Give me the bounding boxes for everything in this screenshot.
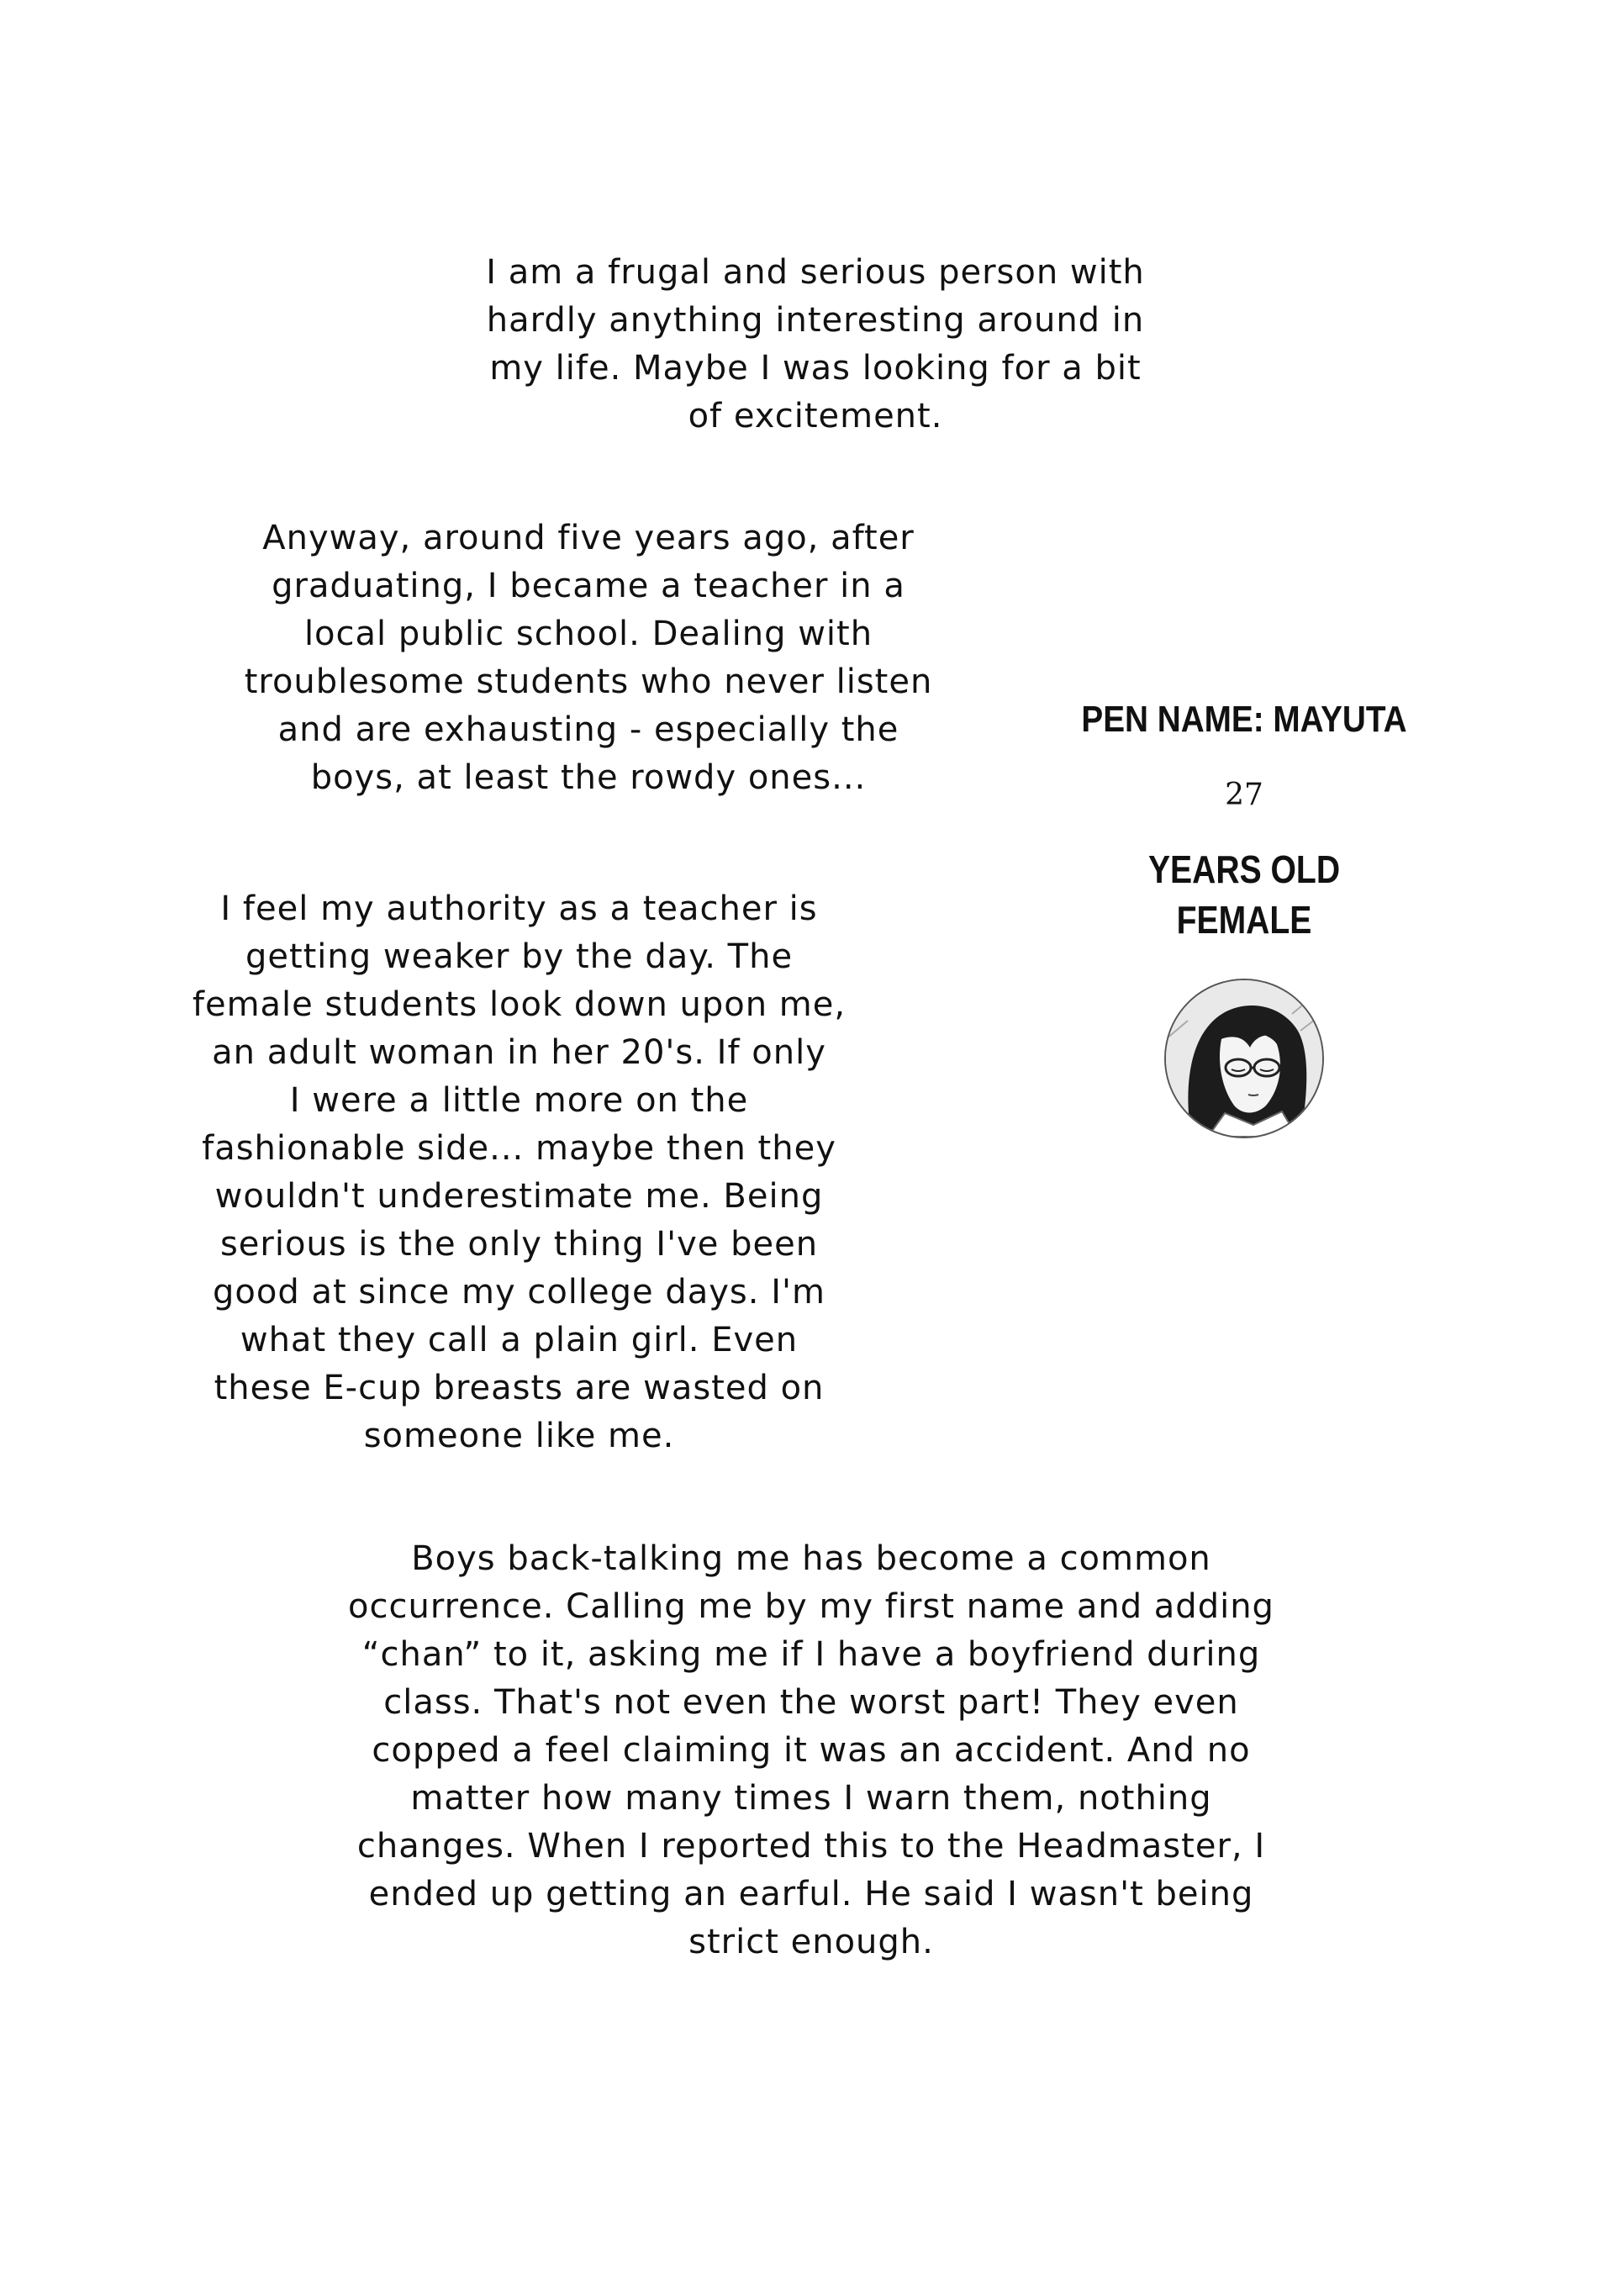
authority-paragraph: I feel my authority as a teacher is getting weaker by the day. The female students look down upon me, an adult woman in her 20's. If only I were a little more on the fashionable side... maybe then they wouldn't underestimate me. Being serious is the only thing I've been good at since my college days. I'm what they call a plain girl. Even these E-cup breasts are wasted on someone like me. [192, 889, 847, 1455]
age-gender-label: YEARS OLD FEMALE [1147, 847, 1341, 942]
author-profile [1034, 698, 1454, 1138]
teacher-background-paragraph: Anyway, around five years ago, after graduating, I became a teacher in a local public school. Dealing with troublesome students who never listen and are exhausting - especially the boys, at least the rowdy ones... [244, 519, 933, 797]
age-value: 27 [1225, 778, 1263, 812]
harassment-paragraph: Boys back-talking me has become a common occurrence. Calling me by my first name and adding “chan” to it, asking me if I have a boyfriend during class. That's not even the worst part! They even copped a feel claiming it was an accident. And no matter how many times I warn them, nothing changes. When I reported this to the Headmaster, I ended up getting an earful. He said I wasn't being strict enough. [348, 1539, 1274, 1961]
author-portrait-icon [1164, 979, 1324, 1138]
pen-name-label: PEN NAME: MAYUTA [1081, 699, 1407, 740]
intro-paragraph: I am a frugal and serious person with hardly anything interesting around in my life. Maybe I was looking for a bit of excitement. [486, 253, 1145, 435]
